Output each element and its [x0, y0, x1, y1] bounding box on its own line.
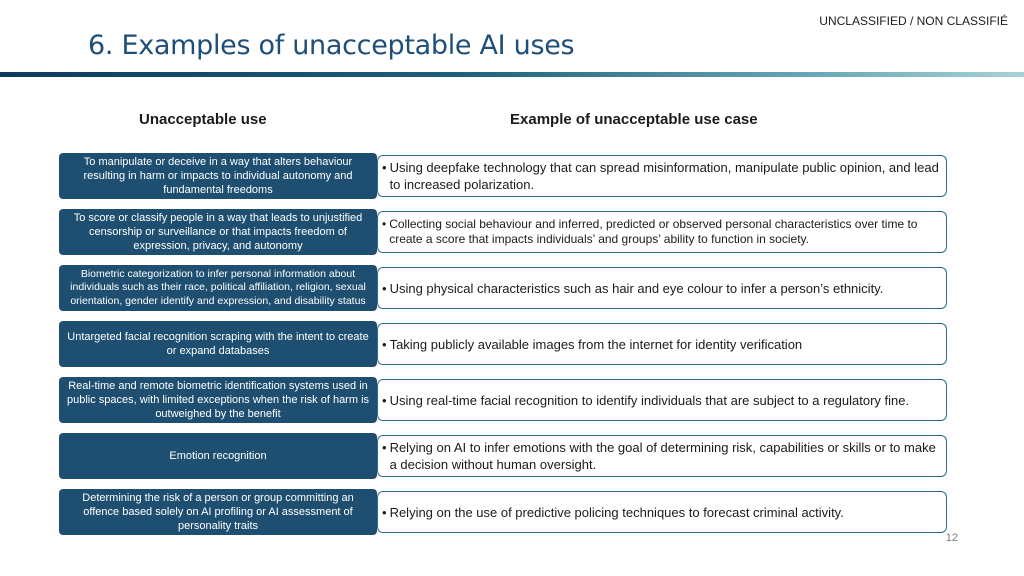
unacceptable-use-cell: To score or classify people in a way that leads to unjustified censorship or surveillance or that impacts freedom of expression, privacy, and autonomy	[59, 209, 377, 255]
table-row	[59, 489, 949, 535]
column-header-unacceptable-use: Unacceptable use	[139, 111, 267, 128]
bullet-icon: •	[382, 440, 387, 455]
classification-label: UNCLASSIFIED / NON CLASSIFIÉ	[819, 14, 1008, 28]
bullet-icon: •	[382, 336, 387, 352]
table-row	[59, 321, 949, 367]
column-header-example: Example of unacceptable use case	[510, 111, 758, 128]
table-row	[59, 209, 949, 255]
bullet-icon: •	[382, 504, 387, 520]
unacceptable-use-cell: Biometric categorization to infer personal information about individuals such as their race, political affiliation, religion, sexual orientation, gender identify and expression, and disability status	[59, 265, 377, 311]
example-cell	[377, 155, 947, 197]
example-text: Relying on AI to infer emotions with the goal of determining risk, capabilities or skills or to make a decision without human oversight.	[389, 440, 936, 472]
unacceptable-use-cell: Real-time and remote biometric identification systems used in public spaces, with limited exceptions when the risk of harm is outweighed by the benefit	[59, 377, 377, 423]
bullet-icon: •	[382, 392, 387, 408]
use-case-table	[59, 153, 949, 545]
example-text: Relying on the use of predictive policing techniques to forecast criminal activity.	[389, 504, 844, 520]
example-cell	[377, 323, 947, 365]
example-cell	[377, 267, 947, 309]
table-row	[59, 265, 949, 311]
example-text: Using physical characteristics such as hair and eye colour to infer a person’s ethnicity.	[389, 280, 884, 296]
table-row	[59, 433, 949, 479]
unacceptable-use-cell: Determining the risk of a person or group committing an offence based solely on AI profiling or AI assessment of personality traits	[59, 489, 377, 535]
page-title: 6. Examples of unacceptable AI uses	[88, 30, 575, 61]
bullet-icon: •	[382, 280, 387, 296]
example-cell	[377, 379, 947, 421]
table-row	[59, 377, 949, 423]
bullet-icon: •	[382, 160, 387, 175]
page-number: 12	[945, 532, 958, 544]
example-text: Using real-time facial recognition to identify individuals that are subject to a regulatory fine.	[389, 392, 910, 408]
example-text: Collecting social behaviour and inferred, predicted or observed personal characteristics over time to create a score that impacts individuals’ and groups’ ability to function in society.	[389, 217, 918, 246]
table-row	[59, 153, 949, 199]
example-text: Taking publicly available images from the internet for identity verification	[389, 336, 803, 352]
example-cell	[377, 435, 947, 477]
unacceptable-use-cell: Untargeted facial recognition scraping with the intent to create or expand databases	[59, 321, 377, 367]
bullet-icon: •	[382, 217, 387, 231]
example-text: Using deepfake technology that can spread misinformation, manipulate public opinion, and lead to increased polarization.	[389, 160, 939, 192]
example-cell	[377, 491, 947, 533]
unacceptable-use-cell: Emotion recognition	[59, 433, 377, 479]
example-cell	[377, 211, 947, 253]
title-divider	[0, 72, 1024, 77]
unacceptable-use-cell: To manipulate or deceive in a way that alters behaviour resulting in harm or impacts to individual autonomy and fundamental freedoms	[59, 153, 377, 199]
